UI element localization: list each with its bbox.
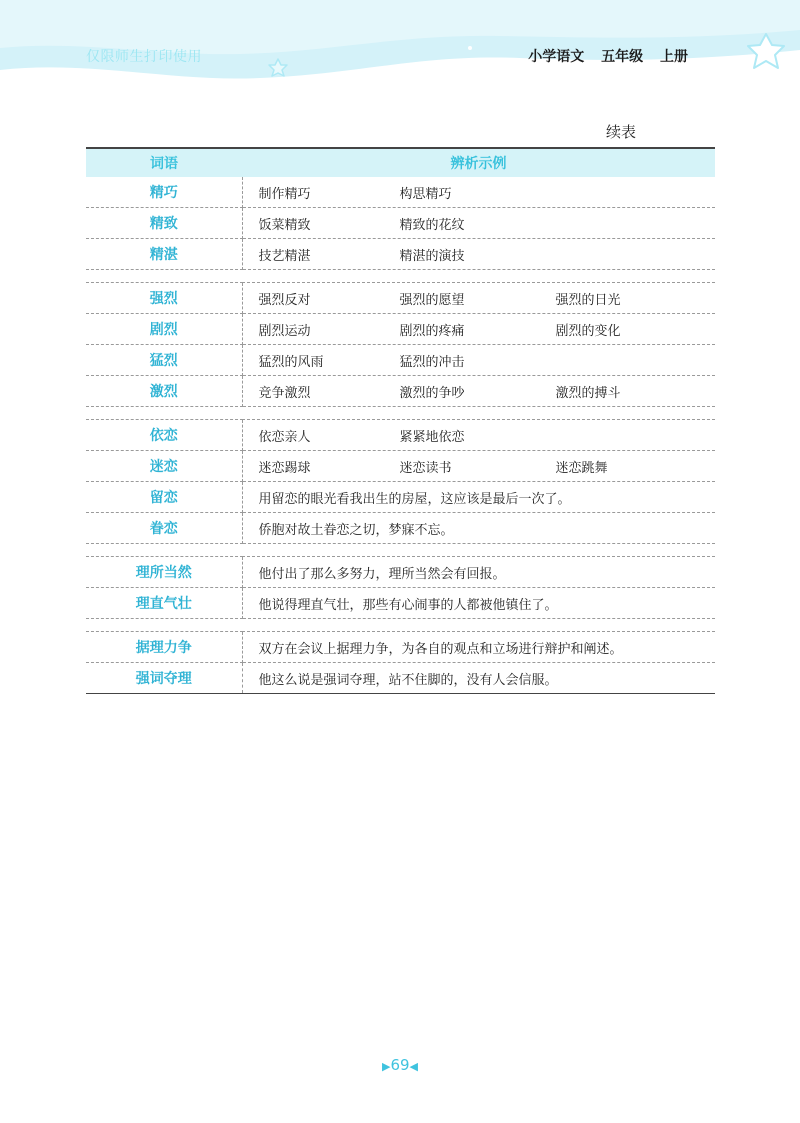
word-cell: 精湛	[86, 239, 242, 270]
example-phrase: 饭菜精致	[258, 217, 311, 233]
table-row	[86, 451, 715, 482]
table-row	[86, 482, 715, 513]
word-analysis-table	[86, 147, 715, 694]
example-phrase: 精湛的演技	[399, 248, 465, 264]
example-phrase: 技艺精湛	[258, 248, 311, 264]
table-row	[86, 376, 715, 407]
examples-cell	[242, 239, 715, 270]
example-phrase: 剧烈运动	[258, 323, 311, 339]
example-sentence: 用留恋的眼光看我出生的房屋，这应该是最后一次了。	[242, 482, 715, 513]
examples-cell	[242, 420, 715, 451]
word-cell: 猛烈	[86, 345, 242, 376]
word-cell: 激烈	[86, 376, 242, 407]
table-row	[86, 513, 715, 544]
word-cell: 依恋	[86, 420, 242, 451]
example-phrase: 强烈的日光	[555, 292, 621, 308]
example-phrase: 剧烈的疼痛	[399, 323, 465, 339]
word-cell: 剧烈	[86, 314, 242, 345]
example-phrase: 制作精巧	[258, 186, 311, 202]
table-row	[86, 588, 715, 619]
subject-header: 小学语文 五年级 上册	[528, 49, 688, 65]
word-cell: 理所当然	[86, 557, 242, 588]
word-cell: 强烈	[86, 283, 242, 314]
page-number-value: 69	[390, 1056, 410, 1074]
table-row	[86, 314, 715, 345]
group-spacer	[86, 619, 715, 632]
example-phrase: 构思精巧	[399, 186, 452, 202]
watermark-text: 仅限师生打印使用	[86, 49, 202, 65]
example-phrase: 强烈反对	[258, 292, 311, 308]
example-phrase: 猛烈的冲击	[399, 354, 465, 370]
table-row	[86, 345, 715, 376]
table-row	[86, 420, 715, 451]
table-row	[86, 663, 715, 694]
word-cell: 理直气壮	[86, 588, 242, 619]
table-row	[86, 283, 715, 314]
examples-cell	[242, 177, 715, 208]
example-phrase: 依恋亲人	[258, 429, 311, 445]
table-row	[86, 239, 715, 270]
word-cell: 迷恋	[86, 451, 242, 482]
example-sentence: 侨胞对故土眷恋之切，梦寐不忘。	[242, 513, 715, 544]
example-sentence: 他这么说是强词夺理，站不住脚的，没有人会信服。	[242, 663, 715, 694]
dot-icon	[468, 46, 472, 50]
examples-cell	[242, 376, 715, 407]
table-row	[86, 557, 715, 588]
examples-cell	[242, 451, 715, 482]
example-phrase: 激烈的搏斗	[555, 385, 621, 401]
table-header-row	[86, 148, 715, 177]
word-cell: 精致	[86, 208, 242, 239]
word-cell: 据理力争	[86, 632, 242, 663]
examples-cell	[242, 208, 715, 239]
examples-cell	[242, 314, 715, 345]
word-cell: 留恋	[86, 482, 242, 513]
examples-cell	[242, 345, 715, 376]
example-sentence: 他说得理直气壮，那些有心闹事的人都被他镇住了。	[242, 588, 715, 619]
arrow-left-icon: ◀	[409, 1060, 419, 1073]
examples-cell	[242, 283, 715, 314]
example-phrase: 迷恋踢球	[258, 460, 311, 476]
example-phrase: 猛烈的风雨	[258, 354, 324, 370]
example-phrase: 迷恋读书	[399, 460, 452, 476]
example-phrase: 精致的花纹	[399, 217, 465, 233]
group-spacer	[86, 544, 715, 557]
example-phrase: 激烈的争吵	[399, 385, 465, 401]
example-sentence: 双方在会议上据理力争，为各自的观点和立场进行辩护和阐述。	[242, 632, 715, 663]
word-cell: 眷恋	[86, 513, 242, 544]
column-header-word: 词语	[86, 148, 242, 177]
example-sentence: 他付出了那么多努力，理所当然会有回报。	[242, 557, 715, 588]
column-header-examples: 辨析示例	[242, 148, 715, 177]
table-row	[86, 632, 715, 663]
continued-label: 续表	[606, 123, 637, 141]
arrow-right-icon: ▶	[381, 1060, 391, 1073]
word-cell: 强词夺理	[86, 663, 242, 694]
word-cell: 精巧	[86, 177, 242, 208]
table-row	[86, 177, 715, 208]
group-spacer	[86, 407, 715, 420]
example-phrase: 紧紧地依恋	[399, 429, 465, 445]
page-number	[0, 1056, 800, 1074]
example-phrase: 强烈的愿望	[399, 292, 465, 308]
table-row	[86, 208, 715, 239]
example-phrase: 迷恋跳舞	[555, 460, 608, 476]
example-phrase: 竞争激烈	[258, 385, 311, 401]
example-phrase: 剧烈的变化	[555, 323, 621, 339]
group-spacer	[86, 270, 715, 283]
